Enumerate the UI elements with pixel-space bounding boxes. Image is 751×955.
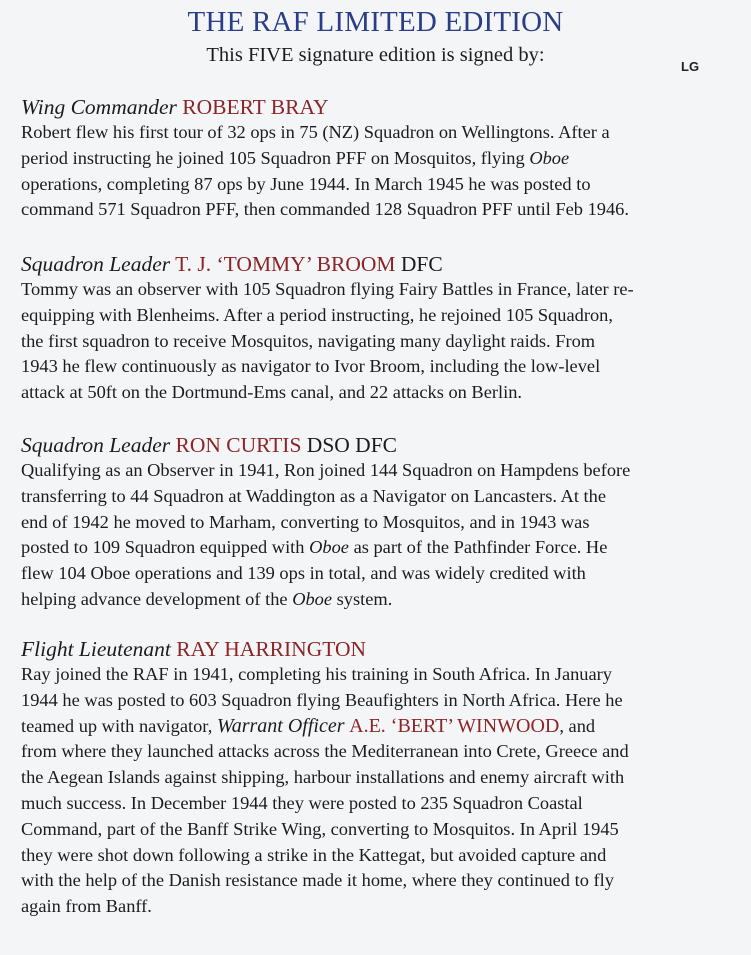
bio-line: Tommy was an observer with 105 Squadron flying Fairy Battles in France, later re- xyxy=(21,279,634,299)
bio-line: Qualifying as an Observer in 1941, Ron joined 144 Squadron on Hampdens before xyxy=(21,460,631,480)
bio-line: command 571 Squadron PFF, then commanded 128 Squadron PFF until Feb 1946. xyxy=(21,199,629,220)
navigator-name: A.E. ‘BERT’ WINWOOD xyxy=(349,714,560,737)
signatory-bio xyxy=(21,662,737,920)
bio-line: the first squadron to receive Mosquitos, navigating many daylight raids. From xyxy=(21,330,596,351)
bio-line: Ray joined the RAF in 1941, completing his training in South Africa. In January xyxy=(21,664,612,684)
bio-line: equipping with Blenheims. After a period instructing, he rejoined 105 Squadron, xyxy=(21,304,613,325)
signatory-entry-bray xyxy=(21,94,737,223)
bio-line: flew 104 Oboe operations and 139 ops in total, and was widely credited with xyxy=(21,563,586,584)
navigator-rank: Warrant Officer xyxy=(216,714,345,737)
bio-line: much success. In December 1944 they were posted to 235 Squadron Coastal xyxy=(21,792,583,813)
bio-line: attack at 50ft on the Dortmund-Ems canal, and 22 attacks on Berlin. xyxy=(21,382,523,403)
signatory-entry-harrington xyxy=(21,636,737,920)
signatory-bio xyxy=(21,277,737,406)
signatory-heading xyxy=(21,94,737,120)
signatory-rank: Squadron Leader xyxy=(21,252,171,276)
signatory-name: T. J. ‘TOMMY’ BROOM xyxy=(175,252,396,276)
signatory-awards: DSO DFC xyxy=(306,433,398,457)
signatory-bio xyxy=(21,458,737,613)
signatory-heading xyxy=(21,251,737,277)
bio-line: they were shot down following a strike in the Kattegat, but avoided capture and xyxy=(21,844,607,865)
oboe-term: Oboe xyxy=(292,588,333,609)
bio-line: again from Banff. xyxy=(21,896,152,917)
signatory-heading xyxy=(21,432,737,458)
signatory-bio xyxy=(21,120,737,223)
bio-line: the Aegean Islands against shipping, harbour installations and enemy aircraft with xyxy=(21,767,625,788)
signatory-rank: Flight Lieutenant xyxy=(21,637,171,661)
bio-line: end of 1942 he moved to Marham, converting to Mosquitos, and in 1943 was xyxy=(21,511,590,532)
bio-line: teamed up with navigator, Warrant Officer A.E. ‘BERT’ WINWOOD, and xyxy=(21,714,596,737)
signatory-awards: DFC xyxy=(400,252,443,276)
page-subtitle: This FIVE signature edition is signed by: xyxy=(206,44,545,66)
bio-line: transferring to 44 Squadron at Waddington as a Navigator on Lancasters. At the xyxy=(21,485,606,506)
bio-line: 1944 he was posted to 603 Squadron flying Beaufighters in North Africa. Here he xyxy=(21,689,623,710)
bio-line: from where they launched attacks across the Mediterranean into Crete, Greece and xyxy=(21,741,629,762)
oboe-term: Oboe xyxy=(309,537,349,558)
signatory-entry-broom xyxy=(21,251,737,406)
bio-line: period instructing he joined 105 Squadron PFF on Mosquitos, flying Oboe xyxy=(21,147,570,168)
signatory-name: RAY HARRINGTON xyxy=(176,637,367,661)
bio-line: posted to 109 Squadron equipped with Oboe as part of the Pathfinder Force. He xyxy=(21,537,608,558)
signatory-rank: Wing Commander xyxy=(21,95,177,119)
signatory-name: ROBERT BRAY xyxy=(182,95,329,119)
bio-line: Robert flew his first tour of 32 ops in 75 (NZ) Squadron on Wellingtons. After a xyxy=(21,122,610,142)
signatory-name: RON CURTIS xyxy=(175,433,302,457)
bio-line: helping advance development of the Oboe system. xyxy=(21,588,393,609)
oboe-term: Oboe xyxy=(529,147,570,168)
bio-line: Command, part of the Banff Strike Wing, converting to Mosquitos. In April 1945 xyxy=(21,818,619,839)
bio-line: 1943 he flew continuously as navigator to Ivor Broom, including the low-level xyxy=(21,356,601,377)
signatory-entry-curtis xyxy=(21,432,737,613)
signatory-heading xyxy=(21,636,737,662)
bio-line: with the help of the Danish resistance made it home, where they continued to fly xyxy=(21,870,614,891)
signatory-rank: Squadron Leader xyxy=(21,433,171,457)
bio-line: operations, completing 87 ops by June 1944. In March 1945 he was posted to xyxy=(21,173,591,194)
page-title: THE RAF LIMITED EDITION xyxy=(187,6,564,38)
watermark-initials: LG xyxy=(681,59,700,74)
